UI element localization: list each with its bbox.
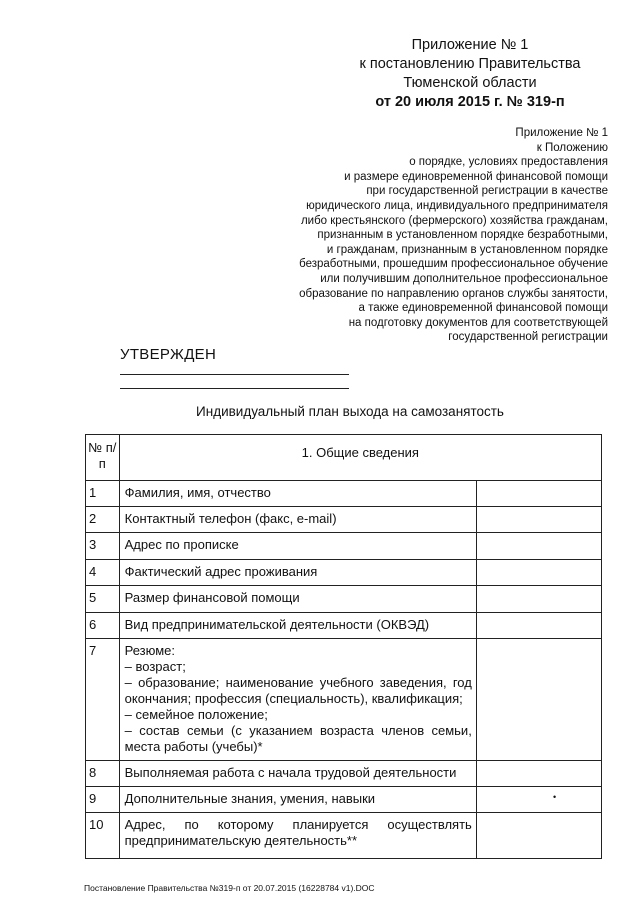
appendix-regulation-line: и гражданам, признанным в установленном порядке xyxy=(326,243,608,256)
row-value-cell[interactable] xyxy=(476,761,601,787)
row-label: Контактный телефон (факс, e-mail) xyxy=(119,507,476,533)
appendix-regulation-line: признанным в установленном порядке безработными, xyxy=(317,229,608,242)
row-value-cell[interactable] xyxy=(476,586,601,613)
row-number: 1 xyxy=(86,481,120,507)
row-value-cell[interactable] xyxy=(476,560,601,586)
header-number-cell: № п/п xyxy=(86,435,120,481)
resume-cell xyxy=(119,639,476,761)
row-label: Фамилия, имя, отчество xyxy=(119,481,476,507)
appendix-regulation-line: к Положению xyxy=(536,141,608,154)
appendix-regulation-line: Приложение № 1 xyxy=(515,127,608,139)
appendix-decree-ref: к постановлению Правительства xyxy=(359,56,581,72)
row-value-cell[interactable] xyxy=(476,481,601,507)
signature-line xyxy=(120,388,349,389)
table-row xyxy=(86,560,602,586)
row-label: Адрес, по которому планируется осуществлять предпринимательскую деятельность** xyxy=(119,813,476,859)
row-label: Вид предпринимательской деятельности (ОКВЭД) xyxy=(119,613,476,639)
row-number: 4 xyxy=(86,560,120,586)
row-label: Выполняемая работа с начала трудовой деятельности xyxy=(119,761,476,787)
row-value-cell[interactable] xyxy=(476,507,601,533)
row-number: 3 xyxy=(86,533,120,560)
row-number: 9 xyxy=(86,787,120,813)
appendix-regulation-line: о порядке, условиях предоставления xyxy=(409,156,608,169)
appendix-regulation-line: и размере единовременной финансовой помощи xyxy=(344,170,608,183)
resume-line: – возраст; xyxy=(124,659,186,674)
appendix-regulation xyxy=(248,126,608,345)
row-label: Фактический адрес проживания xyxy=(119,560,476,586)
row-value-cell[interactable] xyxy=(476,613,601,639)
table-row xyxy=(86,813,602,859)
header-section-title: 1. Общие сведения xyxy=(119,435,601,481)
resume-line: – образование; наименование учебного заведения, год окончания; профессия (специальность), квалификация; xyxy=(124,675,472,706)
row-number: 7 xyxy=(86,639,120,761)
stray-mark: • xyxy=(553,792,557,802)
signature-line xyxy=(120,374,349,375)
row-number: 6 xyxy=(86,613,120,639)
appendix-number: Приложение № 1 xyxy=(411,37,529,53)
table-row xyxy=(86,639,602,761)
row-number: 8 xyxy=(86,761,120,787)
row-value-cell[interactable] xyxy=(476,787,601,813)
appendix-regulation-line: или получившим дополнительное профессиональное xyxy=(320,272,608,285)
resume-line: – состав семьи (с указанием возраста членов семьи, места работы (учебы)* xyxy=(124,723,472,754)
appendix-region: Тюменской области xyxy=(403,75,537,91)
general-info-table xyxy=(85,434,602,859)
appendix-regulation-line: а также единовременной финансовой помощи xyxy=(358,302,608,315)
table-row xyxy=(86,613,602,639)
row-value-cell[interactable] xyxy=(476,639,601,761)
row-value-cell[interactable] xyxy=(476,813,601,859)
appendix-regulation-line: государственной регистрации xyxy=(448,331,608,344)
row-number: 2 xyxy=(86,507,120,533)
approved-heading: УТВЕРЖДЕН xyxy=(120,346,217,363)
row-number: 10 xyxy=(86,813,120,859)
appendix-regulation-line: образование по направлению органов службы занятости, xyxy=(299,287,608,300)
appendix-regulation-line: на подготовку документов для соответствующей xyxy=(348,316,608,329)
table-row xyxy=(86,586,602,613)
table-row xyxy=(86,787,602,813)
appendix-regulation-line: безработными, прошедшим профессиональное обучение xyxy=(299,258,608,271)
plan-title: Индивидуальный план выхода на самозанятость xyxy=(196,404,504,419)
table-row xyxy=(86,481,602,507)
table-row xyxy=(86,533,602,560)
appendix-regulation-line: либо крестьянского (фермерского) хозяйства гражданам, xyxy=(300,214,608,227)
row-number: 5 xyxy=(86,586,120,613)
document-footer: Постановление Правительства №319-п от 20.07.2015 (16228784 v1).DOC xyxy=(84,883,375,893)
resume-line: Резюме: xyxy=(124,643,176,658)
row-label: Дополнительные знания, умения, навыки xyxy=(119,787,476,813)
table-row xyxy=(86,507,602,533)
appendix-regulation-line: при государственной регистрации в качестве xyxy=(366,185,608,198)
row-label: Размер финансовой помощи xyxy=(119,586,476,613)
table-header-row xyxy=(86,435,602,481)
table-row xyxy=(86,761,602,787)
appendix-decree-date: от 20 июля 2015 г. № 319-п xyxy=(375,94,565,110)
appendix-regulation-line: юридического лица, индивидуального предпринимателя xyxy=(306,199,608,212)
resume-line: – семейное положение; xyxy=(124,707,268,722)
row-value-cell[interactable] xyxy=(476,533,601,560)
row-label: Адрес по прописке xyxy=(119,533,476,560)
appendix-government-decree xyxy=(350,36,590,112)
